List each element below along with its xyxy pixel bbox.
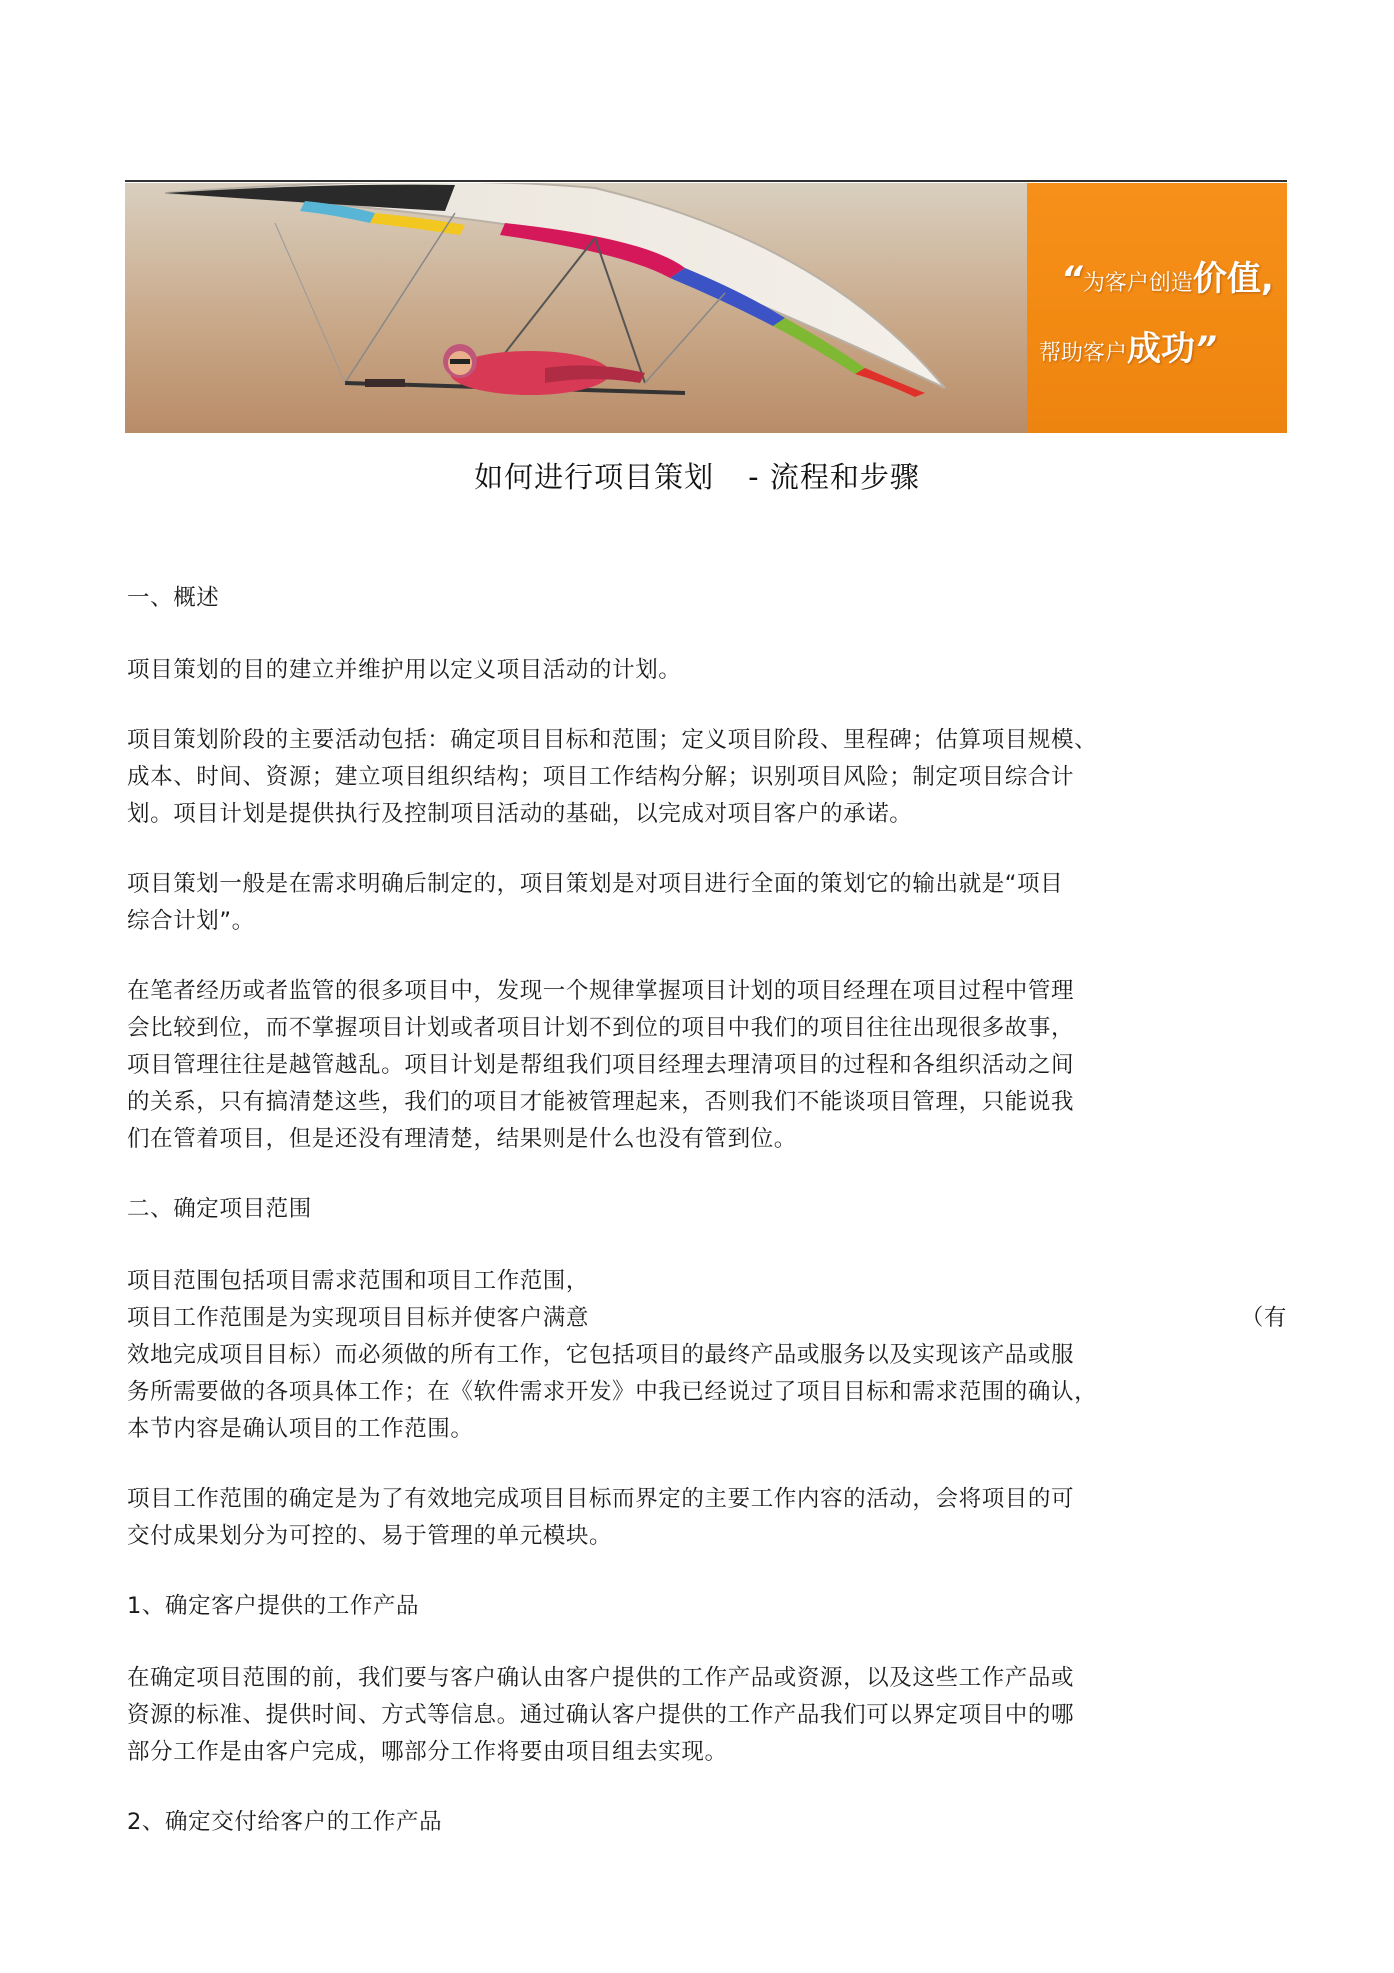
paragraph: 项目范围包括项目需求范围和项目工作范围， 项目工作范围是为实现项目目标并使客户满意 （有 效地完成项目目标）而必须做的所有工作，它包括项目的最终产品或服务以及实现该产品或服 务所需要做的各项具体工作；在《软件需求开发》中我已经说过了项目目标和需求范围的确认， 本节内容是确认项目的工作范围。 — [127, 1268, 1287, 1442]
paragraph: 项目工作范围的确定是为了有效地完成项目目标而界定的主要工作内容的活动，会将项目的可 交付成果划分为可控的、易于管理的单元模块。 — [127, 1486, 1075, 1549]
section-heading-overview: 一、概述 — [127, 585, 220, 611]
header-banner — [125, 183, 1287, 433]
subsection-heading-deliverables: 2、确定交付给客户的工作产品 — [127, 1809, 443, 1835]
paragraph: 项目策划一般是在需求明确后制定的，项目策划是对项目进行全面的策划它的输出就是“项目 综合计划”。 — [127, 871, 1064, 934]
document-title: 如何进行项目策划 - 流程和步骤 — [474, 460, 920, 494]
slogan-line-2: 帮助客户成功” — [1039, 329, 1217, 369]
slogan-panel — [1027, 183, 1287, 433]
subsection-heading-customer-products: 1、确定客户提供的工作产品 — [127, 1593, 420, 1619]
paragraph: 项目策划的目的建立并维护用以定义项目活动的计划。 — [127, 657, 682, 683]
slogan-line-1: “为客户创造价值, — [1061, 259, 1274, 299]
paragraph: 项目策划阶段的主要活动包括：确定项目目标和范围；定义项目阶段、里程碑；估算项目规模、 成本、时间、资源；建立项目组织结构；项目工作结构分解；识别项目风险；制定项目综合计 划。项目计划是提供执行及控制项目活动的基础，以完成对项目客户的承诺。 — [127, 727, 1098, 827]
header-rule — [125, 180, 1287, 182]
paragraph: 在笔者经历或者监管的很多项目中，发现一个规律掌握项目计划的项目经理在项目过程中管理 会比较到位，而不掌握项目计划或者项目计划不到位的项目中我们的项目往往出现很多故事， 项目管理往往是越管越乱。项目计划是帮组我们项目经理去理清项目的过程和各组织活动之间 的关系，只有搞清楚这些，我们的项目才能被管理起来，否则我们不能谈项目管理，只能说我 们在管着项目，但是还没有理清楚，结果则是什么也没有管到位。 — [127, 978, 1075, 1152]
hang-glider-photo — [125, 183, 1027, 433]
section-heading-scope: 二、确定项目范围 — [127, 1196, 312, 1222]
document-body — [127, 580, 1287, 1876]
paragraph: 在确定项目范围的前，我们要与客户确认由客户提供的工作产品或资源，以及这些工作产品或 资源的标准、提供时间、方式等信息。通过确认客户提供的工作产品我们可以界定项目中的哪 部分工作是由客户完成，哪部分工作将要由项目组去实现。 — [127, 1665, 1075, 1765]
